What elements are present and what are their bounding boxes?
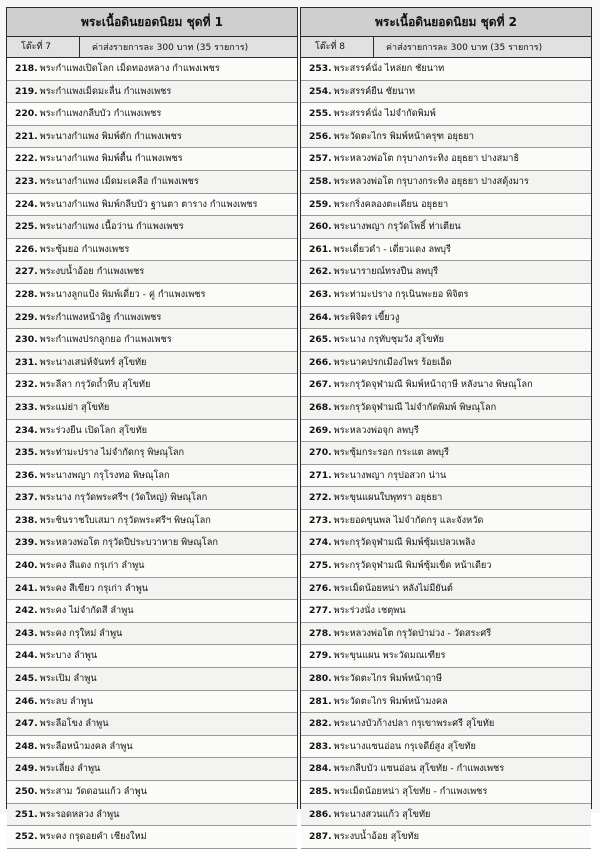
- list-item: [301, 374, 591, 397]
- list-item: [301, 216, 591, 239]
- item-number: 283.: [309, 740, 332, 752]
- left-column-set-1: [6, 7, 298, 843]
- item-number: 220.: [15, 108, 38, 120]
- item-number: 285.: [309, 786, 332, 797]
- item-number: 238.: [15, 514, 38, 526]
- item-number: 286.: [309, 808, 332, 820]
- item-text: พระหลวงพ่อโต กรุวัดป่าม่วง - วัดสระศรี: [333, 627, 492, 639]
- item-text: พระวัดตะไกร พิมพ์หน้าครุฑ อยุธยา: [333, 130, 475, 142]
- item-number: 236.: [15, 469, 38, 481]
- item-text: พระคง สีเขียว กรุเก่า ลำพูน: [39, 582, 149, 594]
- list-item: [301, 532, 591, 555]
- set-2-item-list: [301, 58, 591, 849]
- item-number: 287.: [309, 831, 332, 843]
- item-number: 249.: [15, 763, 38, 775]
- item-text: พระขุนแผนใบพุทรา อยุธยา: [333, 492, 443, 504]
- item-number: 261.: [309, 243, 332, 255]
- list-item: [7, 487, 297, 510]
- list-item: [7, 81, 297, 104]
- item-text: พระคง กรุใหม่ ลำพูน: [39, 627, 123, 639]
- item-text: พระสรรค์นั่ง ไม่จำกัดพิมพ์: [333, 108, 436, 120]
- item-number: 275.: [309, 560, 332, 572]
- item-number: 237.: [15, 492, 38, 504]
- list-item: [301, 826, 591, 849]
- item-text: พระนางกำแพง เนื้อว่าน กำแพงเพชร: [39, 221, 184, 233]
- item-text: พระวัดตะไกร พิมพ์หน้ามงคล: [333, 695, 448, 707]
- list-item: [7, 623, 297, 646]
- list-item: [301, 465, 591, 488]
- item-number: 281.: [309, 695, 332, 707]
- list-item: [7, 668, 297, 691]
- list-item: [301, 578, 591, 601]
- list-item: [7, 510, 297, 533]
- list-item: [7, 397, 297, 420]
- item-number: 273.: [309, 514, 332, 526]
- list-item: [301, 171, 591, 194]
- list-item: [7, 781, 297, 804]
- item-number: 250.: [15, 786, 38, 797]
- list-item: [7, 691, 297, 714]
- item-text: พระนาง กรุทับชุมวัง สุโขทัย: [333, 334, 444, 346]
- item-text: พระงบน้ำอ้อย กำแพงเพชร: [39, 266, 145, 278]
- list-item: [301, 442, 591, 465]
- list-item: [7, 442, 297, 465]
- list-item: [301, 487, 591, 510]
- item-number: 280.: [309, 673, 332, 685]
- list-item: [7, 600, 297, 623]
- list-item: [7, 645, 297, 668]
- list-item: [301, 758, 591, 781]
- item-number: 271.: [309, 469, 332, 481]
- list-item: [7, 148, 297, 171]
- list-item: [301, 600, 591, 623]
- item-text: พระกำแพงเม็ดมะลื่น กำแพงเพชร: [39, 85, 172, 97]
- list-item: [301, 804, 591, 827]
- right-column-set-2: [300, 7, 592, 843]
- list-item: [7, 261, 297, 284]
- list-item: [301, 239, 591, 262]
- list-item: [7, 804, 297, 827]
- set-2-subheader: [301, 37, 591, 58]
- set-1-lot-label: โต๊ะที่ 7: [7, 37, 80, 57]
- item-text: พระนาคปรกเมืองไพร ร้อยเอ็ด: [333, 356, 452, 368]
- set-1-subheader: [7, 37, 297, 58]
- item-text: พระกริ่งคลองตะเคียน อยุธยา: [333, 198, 449, 210]
- list-item: [7, 284, 297, 307]
- item-number: 231.: [15, 356, 38, 368]
- item-number: 268.: [309, 401, 332, 413]
- list-item: [301, 126, 591, 149]
- item-text: พระเลี่ยง ลำพูน: [39, 763, 101, 775]
- set-2-lot-label: โต๊ะที่ 8: [301, 37, 374, 57]
- item-text: พระงบน้ำอ้อย สุโขทัย: [333, 831, 419, 843]
- list-item: [7, 103, 297, 126]
- item-text: พระซุ้มกระรอก กระแต ลพบุรี: [333, 447, 449, 459]
- item-text: พระนางกำแพง พิมพ์ตื้น กำแพงเพชร: [39, 153, 183, 165]
- set-1-title: พระเนื้อดินยอดนิยม ชุดที่ 1: [7, 8, 297, 37]
- item-number: 256.: [309, 130, 332, 142]
- item-text: พระสาม วัดดอนแก้ว ลำพูน: [39, 786, 147, 797]
- item-number: 266.: [309, 356, 332, 368]
- list-item: [7, 58, 297, 81]
- item-number: 245.: [15, 673, 38, 685]
- list-item: [7, 758, 297, 781]
- item-number: 254.: [309, 85, 332, 97]
- item-text: พระนางกำแพง พิมพ์กลีบบัว ฐานตา ตาราง กำแพงเพชร: [39, 198, 258, 210]
- item-number: 259.: [309, 198, 332, 210]
- item-number: 284.: [309, 763, 332, 775]
- set-1-cost-label: ค่าส่งรายการละ 300 บาท (35 รายการ): [92, 43, 249, 53]
- item-number: 219.: [15, 85, 38, 97]
- item-text: พระรอดหลวง ลำพูน: [39, 808, 120, 820]
- item-text: พระกลีบบัว แซนอ่อน สุโขทัย - กำแพงเพชร: [333, 763, 505, 775]
- list-item: [301, 781, 591, 804]
- list-item: [7, 126, 297, 149]
- set-2-cost-label: ค่าส่งรายการละ 300 บาท (35 รายการ): [386, 43, 543, 53]
- item-number: 272.: [309, 492, 332, 504]
- list-item: [7, 578, 297, 601]
- list-item: [301, 81, 591, 104]
- item-text: พระบาง ลำพูน: [39, 650, 98, 662]
- item-text: พระนารายณ์ทรงปืน ลพบุรี: [333, 266, 439, 278]
- item-text: พระกรุวัดจุฬามณี พิมพ์ซุ้มเปลวเพลิง: [333, 537, 476, 549]
- list-item: [301, 194, 591, 217]
- item-number: 227.: [15, 266, 38, 278]
- item-number: 262.: [309, 266, 332, 278]
- item-text: พระกรุวัดจุฬามณี ไม่จำกัดพิมพ์ พิษณุโลก: [333, 401, 497, 413]
- item-number: 276.: [309, 582, 332, 594]
- item-text: พระนางกำแพง เม็ดมะเคลือ กำแพงเพชร: [39, 175, 199, 187]
- item-number: 278.: [309, 627, 332, 639]
- item-number: 265.: [309, 334, 332, 346]
- list-item: [301, 420, 591, 443]
- item-text: พระกรุวัดจุฬามณี พิมพ์หน้าฤาษี หลังนาง พิษณุโลก: [333, 379, 533, 391]
- item-text: พระกรุวัดจุฬามณี พิมพ์ซุ้มเข็ด หน้าเดียว: [333, 560, 492, 572]
- list-item: [7, 555, 297, 578]
- item-text: พระนางแซนอ่อน กรุเจดีย์สูง สุโขทัย: [333, 740, 476, 752]
- item-text: พระวัดตะไกร พิมพ์หน้าฤาษี: [333, 673, 443, 685]
- list-item: [7, 374, 297, 397]
- item-number: 251.: [15, 808, 38, 820]
- item-text: พระหลวงพ่อโต กรุบางกระทิง อยุธยา ปางสดุ้งมาร: [333, 175, 529, 187]
- item-number: 260.: [309, 221, 332, 233]
- item-number: 228.: [15, 288, 38, 300]
- item-text: พระนาง กรุวัดพระศรีฯ (วัดใหญ่) พิษณุโลก: [39, 492, 208, 504]
- item-number: 242.: [15, 605, 38, 617]
- item-number: 267.: [309, 379, 332, 391]
- item-text: พระลือหน้ามงคล ลำพูน: [39, 740, 133, 752]
- list-item: [301, 713, 591, 736]
- item-number: 270.: [309, 447, 332, 459]
- item-number: 230.: [15, 334, 38, 346]
- item-number: 252.: [15, 831, 38, 843]
- item-number: 233.: [15, 401, 38, 413]
- item-text: พระคง กรุดอยคำ เชียงใหม่: [39, 831, 147, 843]
- list-item: [301, 103, 591, 126]
- item-number: 235.: [15, 447, 38, 459]
- item-number: 253.: [309, 63, 332, 74]
- item-text: พระนางลูกแป้ง พิมพ์เดี่ยว - คู่ กำแพงเพชร: [39, 288, 206, 300]
- item-number: 223.: [15, 175, 38, 187]
- item-text: พระลือโขง ลำพูน: [39, 718, 109, 730]
- item-text: พระกำแพงเปิดโลก เม็ดทองหลาง กำแพงเพชร: [39, 63, 220, 74]
- list-item: [7, 420, 297, 443]
- item-number: 222.: [15, 153, 38, 165]
- item-text: พระนางบัวก้างปลา กรุเขาพระศรี สุโขทัย: [333, 718, 495, 730]
- item-text: พระขุนแผน พระวัดมณเฑียร: [333, 650, 446, 662]
- list-item: [7, 171, 297, 194]
- item-text: พระนางสวนแก้ว สุโขทัย: [333, 808, 431, 820]
- item-text: พระท่ามะปราง ไม่จำกัดกรุ พิษณุโลก: [39, 447, 185, 459]
- item-text: พระเม็ดน้อยหน่า สุโขทัย - กำแพงเพชร: [333, 786, 488, 797]
- item-text: พระหลวงพ่อโต กรุบางกระทิง อยุธยา ปางสมาธิ: [333, 153, 520, 165]
- item-text: พระคง ไม่จำกัดสี ลำพูน: [39, 605, 134, 617]
- list-item: [7, 216, 297, 239]
- item-text: พระกำแพงหน้าอิฐ กำแพงเพชร: [39, 311, 162, 323]
- item-text: พระพิจิตร เขี้ยวงู: [333, 311, 400, 323]
- list-item: [7, 352, 297, 375]
- item-text: พระนางพญา กรุโรงทอ พิษณุโลก: [39, 469, 170, 481]
- item-text: พระร่วงยืน เปิดโลก สุโขทัย: [39, 424, 148, 436]
- list-item: [301, 736, 591, 759]
- item-text: พระกำแพงปรกลูกยอ กำแพงเพชร: [39, 334, 172, 346]
- item-number: 240.: [15, 560, 38, 572]
- item-number: 258.: [309, 175, 332, 187]
- item-number: 218.: [15, 63, 38, 74]
- list-item: [7, 329, 297, 352]
- item-text: พระนางพญา กรุวัดโพธิ์ ท่าเตียน: [333, 221, 461, 233]
- list-item: [7, 239, 297, 262]
- item-text: พระท่ามะปราง กรุเนินพะยอ พิจิตร: [333, 288, 469, 300]
- item-text: พระร่วงนั่ง เชตุพน: [333, 605, 406, 617]
- item-number: 248.: [15, 740, 38, 752]
- item-number: 277.: [309, 605, 332, 617]
- list-item: [301, 510, 591, 533]
- item-number: 241.: [15, 582, 38, 594]
- item-text: พระกำแพงกลีบบัว กำแพงเพชร: [39, 108, 162, 120]
- item-text: พระนางพญา กรุปอสวก น่าน: [333, 469, 447, 481]
- item-text: พระซุ้มยอ กำแพงเพชร: [39, 243, 130, 255]
- item-text: พระสรรค์นั่ง ไหล่ยก ชัยนาท: [333, 63, 445, 74]
- item-number: 247.: [15, 718, 38, 730]
- item-text: พระแม่ย่า สุโขทัย: [39, 401, 110, 413]
- item-number: 221.: [15, 130, 38, 142]
- item-number: 264.: [309, 311, 332, 323]
- set-2-title: พระเนื้อดินยอดนิยม ชุดที่ 2: [301, 8, 591, 37]
- item-number: 274.: [309, 537, 332, 549]
- set-1-item-list: [7, 58, 297, 849]
- list-item: [301, 623, 591, 646]
- item-number: 229.: [15, 311, 38, 323]
- item-number: 243.: [15, 627, 38, 639]
- list-item: [7, 532, 297, 555]
- list-item: [301, 668, 591, 691]
- item-number: 234.: [15, 424, 38, 436]
- item-text: พระหลวงพ่อจุก ลพบุรี: [333, 424, 419, 436]
- item-text: พระคง สีแดง กรุเก่า ลำพูน: [39, 560, 145, 572]
- item-number: 279.: [309, 650, 332, 662]
- item-number: 226.: [15, 243, 38, 255]
- list-item: [7, 713, 297, 736]
- item-number: 244.: [15, 650, 38, 662]
- item-number: 225.: [15, 221, 38, 233]
- item-text: พระสรรค์ยืน ชัยนาท: [333, 85, 415, 97]
- item-text: พระลบ ลำพูน: [39, 695, 94, 707]
- item-number: 257.: [309, 153, 332, 165]
- list-item: [7, 465, 297, 488]
- list-item: [301, 261, 591, 284]
- list-item: [7, 307, 297, 330]
- list-item: [301, 397, 591, 420]
- list-item: [7, 736, 297, 759]
- list-item: [301, 284, 591, 307]
- item-text: พระเม็ดน้อยหน่า หลังไม่มียันต์: [333, 582, 453, 594]
- list-item: [7, 826, 297, 849]
- item-text: พระลีลา กรุวัดถ้ำหีบ สุโขทัย: [39, 379, 151, 391]
- item-text: พระยอดขุนพล ไม่จำกัดกรุ และจังหวัด: [333, 514, 484, 526]
- list-item: [301, 352, 591, 375]
- item-number: 246.: [15, 695, 38, 707]
- list-item: [301, 645, 591, 668]
- list-item: [301, 329, 591, 352]
- item-number: 239.: [15, 537, 38, 549]
- item-number: 232.: [15, 379, 38, 391]
- list-item: [7, 194, 297, 217]
- item-number: 269.: [309, 424, 332, 436]
- item-text: พระนางเสน่ห์จันทร์ สุโขทัย: [39, 356, 147, 368]
- item-number: 263.: [309, 288, 332, 300]
- item-number: 224.: [15, 198, 38, 210]
- item-text: พระเปิม ลำพูน: [39, 673, 97, 685]
- item-text: พระนางกำแพง พิมพ์ตัก กำแพงเพชร: [39, 130, 182, 142]
- list-item: [301, 307, 591, 330]
- list-item: [301, 555, 591, 578]
- item-text: พระชินราชใบเสมา กรุวัดพระศรีฯ พิษณุโลก: [39, 514, 211, 526]
- item-number: 255.: [309, 108, 332, 120]
- list-item: [301, 691, 591, 714]
- item-text: พระหลวงพ่อโต กรุวัดปีประบวาหาย พิษณุโลก: [39, 537, 218, 549]
- item-number: 282.: [309, 718, 332, 730]
- item-text: พระเดี่ยวดำ - เดี่ยวแดง ลพบุรี: [333, 243, 451, 255]
- list-item: [301, 148, 591, 171]
- list-item: [301, 58, 591, 81]
